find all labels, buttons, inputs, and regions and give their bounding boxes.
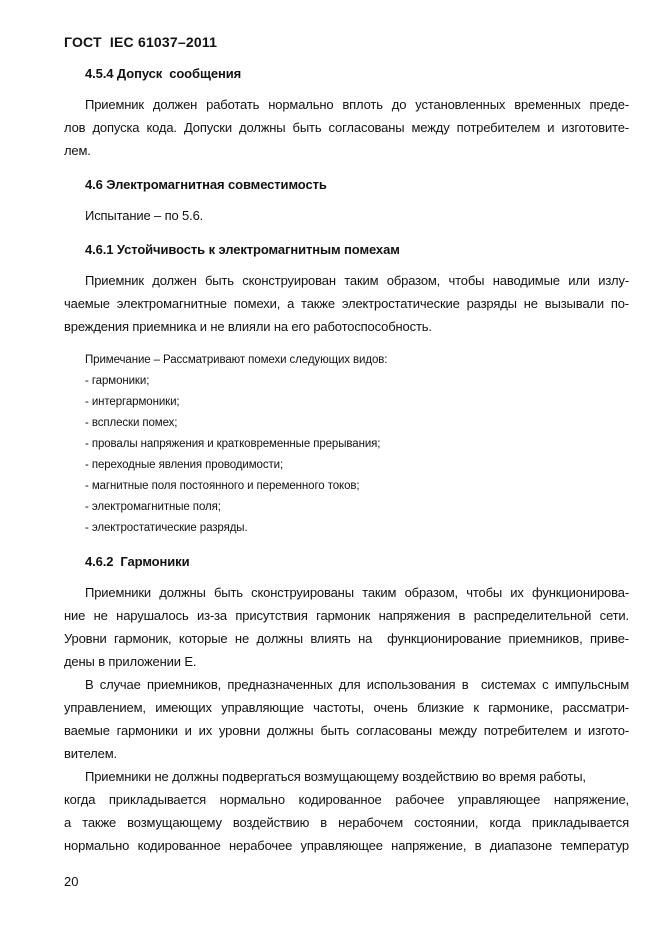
paragraph-line: В случае приемников, предназначенных для использования в системах с импульсным — [85, 677, 629, 692]
paragraph-line: вителем. — [64, 746, 117, 761]
paragraph — [64, 673, 629, 765]
page-number: 20 — [64, 874, 79, 889]
paragraph-line: лем. — [64, 143, 91, 158]
paragraph-line: а также возмущающему воздействию в нерабочем состоянии, когда прикладывается — [64, 815, 629, 830]
paragraph-line: Приемники должны быть сконструированы таким образом, чтобы их функционирова- — [85, 585, 629, 600]
list-item: - электромагнитные поля; — [85, 501, 221, 513]
paragraph — [64, 765, 629, 857]
paragraph-line: лов допуска кода. Допуски должны быть согласованы между потребителем и изготовите- — [64, 120, 629, 135]
list-item: - провалы напряжения и кратковременные прерывания; — [85, 438, 381, 450]
paragraph-line: Приемники не должны подвергаться возмущающему воздействию во время работы, — [85, 769, 586, 784]
paragraph-line: когда прикладывается нормально кодированное рабочее управляющее напряжение, — [64, 792, 629, 807]
paragraph — [64, 581, 629, 673]
paragraph-line: чаемые электромагнитные помехи, а также электростатические разряды не вызывали по- — [64, 296, 629, 311]
document-content — [64, 65, 629, 857]
paragraph-line: Приемник должен быть сконструирован таким образом, чтобы наводимые или излу- — [85, 273, 629, 288]
paragraph — [64, 269, 629, 338]
list-item: - магнитные поля постоянного и переменного токов; — [85, 480, 360, 492]
paragraph — [64, 204, 629, 227]
section-heading: 4.6 Электромагнитная совместимость — [85, 177, 327, 192]
section-heading: 4.5.4 Допуск сообщения — [85, 66, 242, 81]
note-text: Примечание – Рассматривают помехи следующих видов: — [85, 354, 388, 366]
document-header: ГОСТ IEC 61037–2011 — [64, 34, 218, 50]
paragraph-line: дены в приложении Е. — [64, 654, 197, 669]
paragraph-line: ние не нарушалось из-за присутствия гармоник напряжения в распределительной сети. — [64, 608, 629, 623]
list-item: - интергармоники; — [85, 396, 180, 408]
interference-list — [64, 371, 629, 539]
list-item: - электростатические разряды. — [85, 522, 248, 534]
section-heading: 4.6.2 Гармоники — [85, 554, 190, 569]
paragraph-line: Приемник должен работать нормально вплоть до установленных временных преде- — [85, 97, 629, 112]
paragraph-line: Испытание – по 5.6. — [85, 208, 204, 223]
paragraph-line: нормально кодированное нерабочее управляющее напряжение, в диапазоне температур — [64, 838, 629, 853]
paragraph-line: ваемые гармоники и их уровни должны быть согласованы между потребителем и изгото- — [64, 723, 629, 738]
paragraph-line: вреждения приемника и не влияли на его работоспособность. — [64, 319, 432, 334]
paragraph — [64, 93, 629, 162]
list-item: - всплески помех; — [85, 417, 178, 429]
list-item: - переходные явления проводимости; — [85, 459, 284, 471]
list-item: - гармоники; — [85, 375, 150, 387]
paragraph-line: Уровни гармоник, которые не должны влиять на функционирование приемников, приве- — [64, 631, 629, 646]
section-heading: 4.6.1 Устойчивость к электромагнитным помехам — [85, 242, 400, 257]
paragraph-line: управлением, имеющих управляющие частоты, очень близкие к гармонике, рассматри- — [64, 700, 629, 715]
